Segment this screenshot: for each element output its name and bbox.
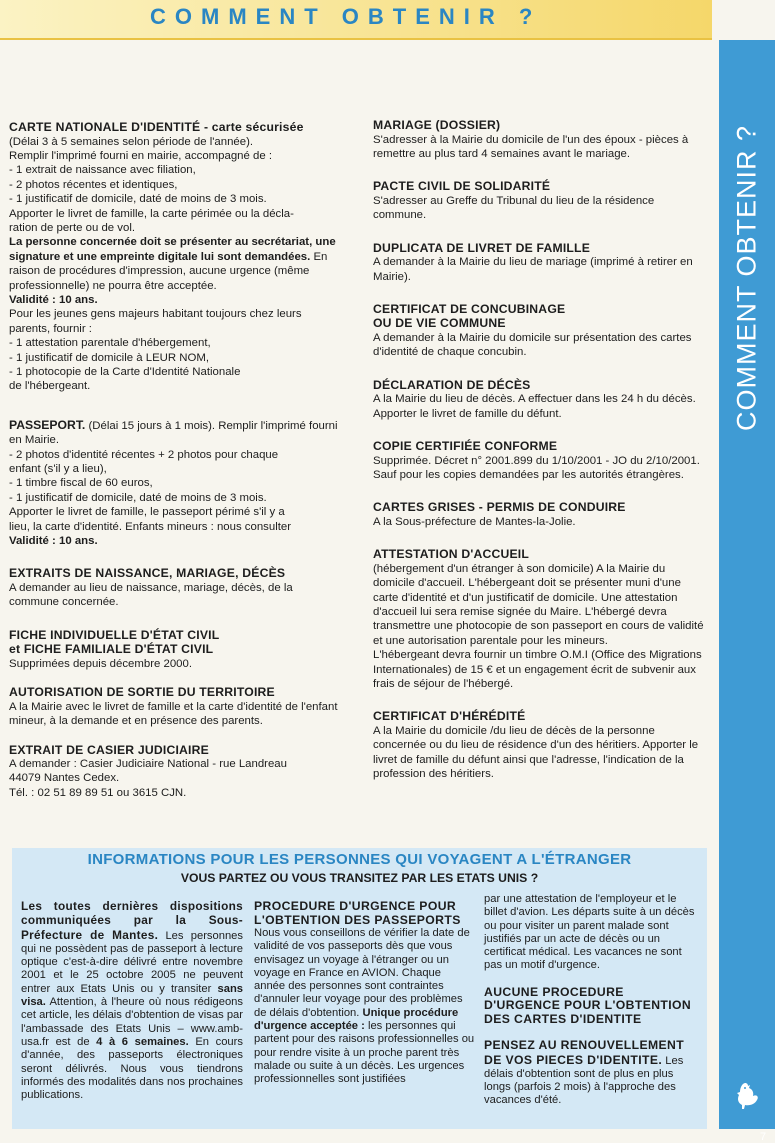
travel-info-col-3: [484, 893, 702, 1108]
cni-validity: Validité : 10 ans.: [9, 293, 98, 306]
travel-info-col-2: [254, 900, 475, 1087]
passeport-validity: Validité : 10 ans.: [9, 535, 98, 548]
right-column: [373, 118, 706, 782]
travel-info-box: [12, 848, 707, 1129]
rooster-icon: [731, 1080, 761, 1110]
usa-dispositions: [21, 900, 243, 1102]
page-number: 7: [760, 1131, 767, 1143]
urgence-text-b: les personnes qui partent pour des raisons professionnelles ou pour rendre visite à un proche parent très malade ou suite à un décès. Les urgences professionnelles sont justifiées: [254, 1020, 475, 1086]
mariage-text: S'adresser à la Mairie du domicile de l'un des époux - pièces à remettre au plus tard 4 semaines avant le mariage.: [373, 133, 689, 160]
concubinage-title-1: CERTIFICAT DE CONCUBINAGE: [373, 301, 566, 316]
urgence-continued: par une attestation de l'employeur et le billet d'avion. Les départs suite à un décès ou pour visiter un parent malade sont justifiés par un acte de décès ou un certificat médical. Les vacances ne sont pas un motif d'urgence.: [484, 893, 695, 972]
section-deces: [373, 378, 706, 421]
cni-line: (Délai 3 à 5 semaines selon période de l'année).: [9, 135, 254, 148]
pacs-text: S'adresser au Greffe du Tribunal du lieu de la résidence commune.: [373, 194, 655, 222]
pacs-title: PACTE CIVIL DE SOLIDARITÉ: [373, 179, 551, 194]
passeport-line: - 1 justificatif de domicile, daté de moins de 3 mois.: [9, 491, 267, 504]
duplicata-title: DUPLICATA DE LIVRET DE FAMILLE: [373, 240, 591, 255]
passeport-title: PASSEPORT.: [9, 417, 86, 432]
passeport-line: - 2 photos d'identité récentes + 2 photos pour chaque: [9, 448, 279, 461]
duplicata-text: A demander à la Mairie du lieu de mariage (imprimé à retirer en Mairie).: [373, 256, 693, 283]
cni-line2: de l'hébergeant.: [9, 380, 91, 393]
cni-line: Apporter le livret de famille, la carte périmée ou la décla-: [9, 207, 294, 220]
passeport-line: - 1 timbre fiscal de 60 euros,: [9, 477, 153, 490]
accueil-title: ATTESTATION D'ACCUEIL: [373, 547, 530, 562]
section-mariage: [373, 118, 706, 161]
page-title: COMMENT OBTENIR ?: [150, 4, 542, 29]
usa-text-a: Les personnes qui ne possèdent pas de passeport à lecture optique c'est-à-dire délivré entre novembre 2001 et le 25 octobre 2005 ne peuvent entrer aux Etats Unis ou y transiter: [21, 929, 243, 995]
cni-line2: - 1 photocopie de la Carte d'Identité Nationale: [9, 366, 241, 378]
usa-text-c: En cours d'année, des passeports électroniques seront délivrés. Nous vous tiendrons informés des modalités dans nos prochaines publications.: [21, 1035, 243, 1102]
usa-intro: Les toutes dernières dispositions communiquées par la Sous-Préfecture de Mantes.: [21, 899, 243, 942]
fiche-title-2: et FICHE FAMILIALE D'ÉTAT CIVIL: [9, 642, 214, 657]
section-extraits: [9, 566, 341, 609]
section-autorisation: [9, 685, 341, 728]
travel-info-title: INFORMATIONS POUR LES PERSONNES QUI VOYAGENT A L'ÉTRANGER: [87, 851, 632, 868]
usa-text-b: Attention, à l'heure où nous rédigeons cet article, les délais d'obtention de visas par l'ambassade des Etats Unis – www.amb-usa.fr est de: [21, 996, 243, 1048]
travel-info-col-1: [21, 900, 243, 1102]
cni-line: - 1 justificatif de domicile, daté de moins de 3 mois.: [9, 193, 267, 206]
casier-line: 44079 Nantes Cedex.: [9, 772, 120, 785]
cni-subtitle: - carte sécurisée: [200, 120, 304, 134]
passeport-line: enfant (s'il y a lieu),: [9, 463, 107, 476]
deces-text: A la Mairie du lieu de décès. A effectuer dans les 24 h du décès. Apporter le livret de famille du défunt.: [373, 393, 696, 420]
cni-line2: - 1 justificatif de domicile à LEUR NOM,: [9, 351, 210, 364]
casier-line: Tél. : 02 51 89 89 51 ou 3615 CJN.: [9, 786, 187, 799]
section-copie: [373, 439, 706, 482]
section-fiche: [9, 628, 341, 671]
section-cni: [9, 120, 341, 394]
sidebar-band: [719, 40, 775, 1143]
renouvellement-body: [484, 1039, 702, 1107]
renouvellement-title: PENSEZ AU RENOUVELLEMENT DE VOS PIECES D'IDENTITE.: [484, 1038, 685, 1067]
deces-title: DÉCLARATION DE DÉCÈS: [373, 377, 531, 392]
copie-text: Supprimée. Décret n° 2001.899 du 1/10/2001 - JO du 2/10/2001. Sauf pour les copies demandées par les autorités étrangères.: [373, 454, 700, 481]
urgence-title: PROCEDURE D'URGENCE POUR L'OBTENTION DES PASSEPORTS: [254, 899, 461, 927]
cni-line2: - 1 attestation parentale d'hébergement,: [9, 337, 211, 350]
cni-title: CARTE NATIONALE D'IDENTITÉ: [9, 120, 201, 134]
urgence-bold: Unique procédure d'urgence acceptée :: [254, 1006, 459, 1033]
cni-after-bold: En raison de procédures d'impression, aucune urgence (même professionnelle) ne pourra être acceptée.: [9, 250, 328, 292]
section-pacs: [373, 179, 706, 222]
autorisation-title: AUTORISATION DE SORTIE DU TERRITOIRE: [9, 685, 275, 700]
passeport-intro-text: (Délai 15 jours à 1 mois). Remplir l'imprimé fourni en Mairie.: [9, 419, 338, 447]
passeport-line: Apporter le livret de famille, le passeport périmé s'il y a: [9, 506, 285, 519]
section-passeport: [9, 418, 341, 549]
accueil-text-2: L'hébergeant devra fournir un timbre O.M.I (Office des Migrations Internationales) de 15 € et un engagement écrit de subvenir aux frais de séjour de l'hébergé.: [373, 649, 702, 691]
autorisation-text: A la Mairie avec le livret de famille et la carte d'identité de l'enfant mineur, à la demande et en présence des parents.: [9, 700, 338, 728]
cni-line2: parents, fournir :: [9, 322, 92, 335]
accueil-text: (hébergement d'un étranger à son domicile) A la Mairie du domicile d'accueil. L'hébergeant doit se présenter muni d'une carte d'identité et d'un justificatif de domicile. Une attestation d'accueil lui sera remise signée du Maire. L'hébergé devra transmettre une photocopie de son passeport en cours de validité et une autorisation parentale pour les mineurs.: [373, 562, 704, 647]
cni-line: - 1 extrait de naissance avec filiation,: [9, 164, 196, 177]
page-header: [0, 0, 712, 40]
heredite-text: A la Mairie du domicile /du lieu de décès de la personne concernée ou du lieu de résidence d'un des héritiers. Apporter le livret de famille du défunt ainsi que l'adresse, l'indication de la profession des héritiers.: [373, 724, 699, 781]
cni-heading: [9, 120, 341, 135]
fiche-text: Supprimées depuis décembre 2000.: [9, 657, 192, 670]
cni-line2: Pour les jeunes gens majeurs habitant toujours chez leurs: [9, 308, 302, 321]
copie-title: COPIE CERTIFIÉE CONFORME: [373, 439, 558, 454]
cni-bold-text: La personne concernée doit se présenter au secrétariat, une signature et une empreinte digitale lui sont demandées.: [9, 236, 336, 263]
travel-info-subtitle: VOUS PARTEZ OU VOUS TRANSITEZ PAR LES ETATS UNIS ?: [180, 871, 539, 885]
section-concubinage: [373, 302, 706, 360]
fiche-title-1: FICHE INDIVIDUELLE D'ÉTAT CIVIL: [9, 627, 220, 642]
cartes-grises-text: A la Sous-préfecture de Mantes-la-Jolie.: [373, 515, 576, 528]
extraits-title: EXTRAITS DE NAISSANCE, MARIAGE, DÉCÈS: [9, 566, 286, 581]
cartes-grises-title: CARTES GRISES - PERMIS DE CONDUIRE: [373, 500, 626, 515]
usa-visa: sans visa.: [21, 982, 243, 1009]
cni-line: ration de perte ou de vol.: [9, 221, 136, 234]
cni-presence: [9, 235, 341, 293]
casier-line: A demander : Casier Judiciaire National - rue Landreau: [9, 758, 287, 770]
section-cartes-grises: [373, 500, 706, 529]
urgence-text-a: Nous vous conseillons de vérifier la date de validité de vos passeports dès que vous envisagez un voyage à l'étranger ou un voyage en France en AVION. Chaque année des personnes sont contraintes d'annuler leur voyage pour des problèmes de délais d'obtention.: [254, 927, 470, 1019]
passeport-intro: [9, 418, 341, 448]
sidebar-title: COMMENT OBTENIR ?: [731, 124, 762, 432]
heredite-title: CERTIFICAT D'HÉRÉDITÉ: [373, 709, 526, 724]
section-duplicata: [373, 241, 706, 284]
renouvellement-text: Les délais d'obtention sont de plus en plus longs (parfois 2 mois) à l'approche des vacances d'été.: [484, 1054, 684, 1107]
passeport-line: lieu, la carte d'identité. Enfants mineurs : nous consulter: [9, 520, 292, 533]
extraits-text: A demander au lieu de naissance, mariage, décès, de la commune concernée.: [9, 581, 293, 609]
section-heredite: [373, 709, 706, 781]
mariage-title: MARIAGE (DOSSIER): [373, 118, 501, 132]
cni-line: Remplir l'imprimé fourni en mairie, accompagné de :: [9, 149, 272, 162]
cni-line: - 2 photos récentes et identiques,: [9, 178, 178, 191]
casier-title: EXTRAIT DE CASIER JUDICIAIRE: [9, 742, 209, 757]
usa-weeks: 4 à 6 semaines.: [96, 1035, 189, 1048]
cartes-identite-title: AUCUNE PROCEDURE D'URGENCE POUR L'OBTENTION DES CARTES D'IDENTITE: [484, 984, 692, 1026]
urgence-body: [254, 927, 475, 1087]
concubinage-title-2: OU DE VIE COMMUNE: [373, 316, 506, 331]
section-casier: [9, 743, 341, 801]
concubinage-text: A demander à la Mairie du domicile sur présentation des cartes d'identité de chaque concubin.: [373, 331, 692, 359]
section-accueil: [373, 547, 706, 691]
left-column: [9, 120, 341, 800]
